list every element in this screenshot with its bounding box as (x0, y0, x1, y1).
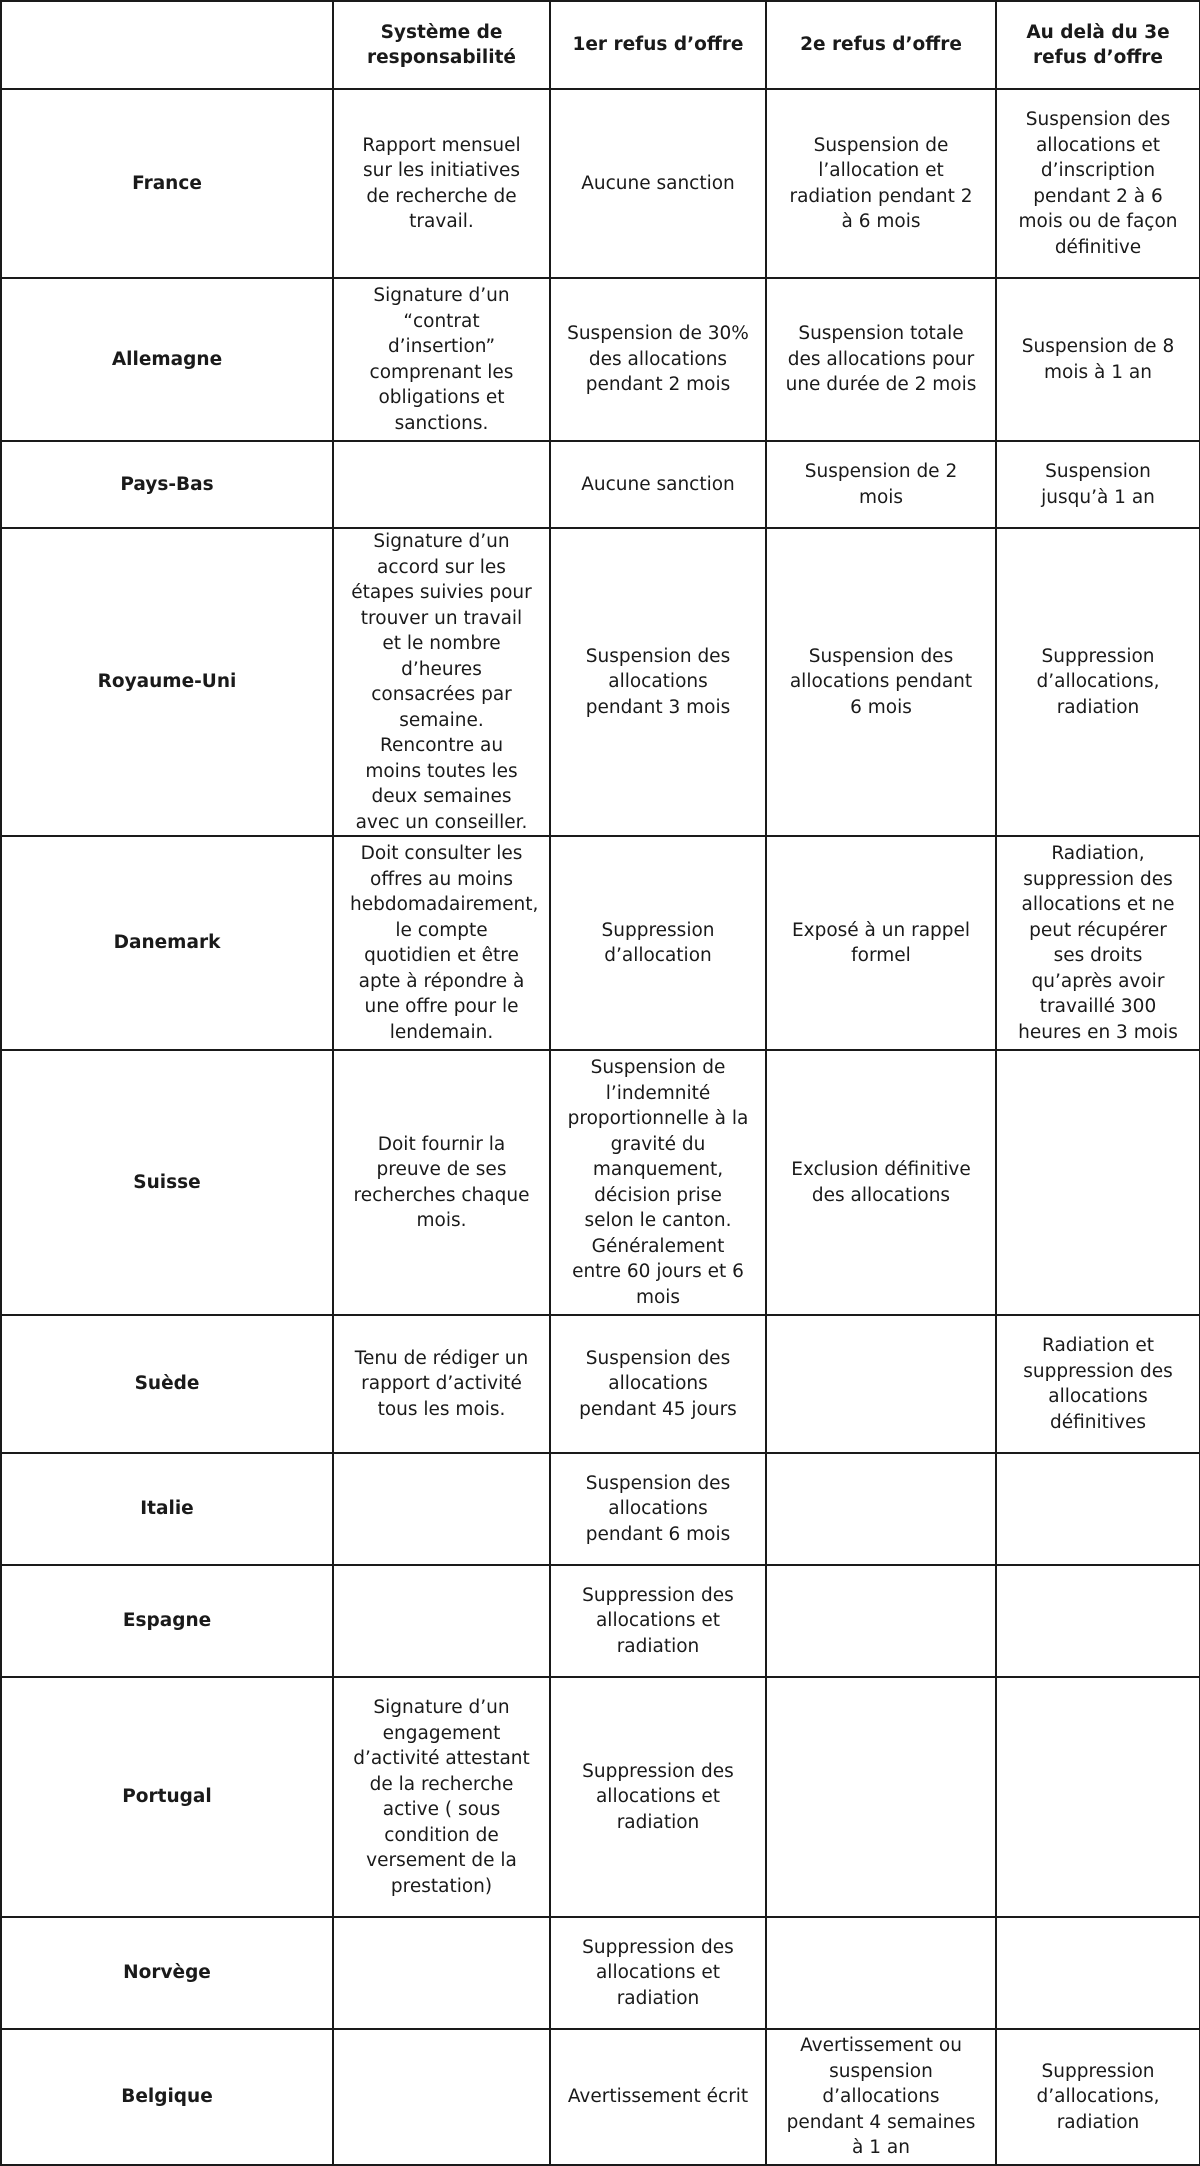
country-cell: Suède (1, 1315, 333, 1453)
country-cell: Norvège (1, 1917, 333, 2029)
refus3-cell (996, 1677, 1200, 1917)
refus2-cell (766, 1453, 996, 1565)
table-row (1, 278, 1200, 441)
table-row (1, 2029, 1200, 2165)
refus3-cell (996, 1917, 1200, 2029)
country-cell: Belgique (1, 2029, 333, 2165)
refus2-cell: Suspension de l’allocation et radiation pendant 2 à 6 mois (766, 89, 996, 278)
country-cell: Royaume-Uni (1, 528, 333, 836)
refus2-cell (766, 1677, 996, 1917)
responsabilite-cell: Signature d’un engagement d’activité attestant de la recherche active ( sous condition de versement de la prestation) (333, 1677, 550, 1917)
refus2-cell: Suspension de 2 mois (766, 441, 996, 528)
table-row (1, 836, 1200, 1050)
refus1-cell: Suspension des allocations pendant 6 mois (550, 1453, 766, 1565)
refus1-cell: Aucune sanction (550, 89, 766, 278)
refus2-cell: Suspension des allocations pendant 6 mois (766, 528, 996, 836)
refus1-cell: Suppression des allocations et radiation (550, 1917, 766, 2029)
table-row (1, 1917, 1200, 2029)
refus3-cell (996, 1453, 1200, 1565)
table-row (1, 1565, 1200, 1677)
table-row (1, 1050, 1200, 1315)
refus1-cell: Suspension de 30% des allocations pendant 2 mois (550, 278, 766, 441)
refus3-cell: Suppression d’allocations, radiation (996, 2029, 1200, 2165)
refus3-cell (996, 1565, 1200, 1677)
table-row (1, 1677, 1200, 1917)
refus3-cell (996, 1050, 1200, 1315)
refus3-cell: Suspension de 8 mois à 1 an (996, 278, 1200, 441)
refus1-cell: Suspension de l’indemnité proportionnelle à la gravité du manquement, décision prise selon le canton. Généralement entre 60 jours et 6 mois (550, 1050, 766, 1315)
refus2-cell (766, 1917, 996, 2029)
country-cell: Espagne (1, 1565, 333, 1677)
refus1-cell: Avertissement écrit (550, 2029, 766, 2165)
refus2-cell: Exposé à un rappel formel (766, 836, 996, 1050)
refus2-cell: Exclusion définitive des allocations (766, 1050, 996, 1315)
refus1-cell: Suppression d’allocation (550, 836, 766, 1050)
refus3-cell: Suppression d’allocations, radiation (996, 528, 1200, 836)
refus2-cell: Suspension totale des allocations pour une durée de 2 mois (766, 278, 996, 441)
refus3-cell: Suspension jusqu’à 1 an (996, 441, 1200, 528)
responsabilite-cell: Tenu de rédiger un rapport d’activité tous les mois. (333, 1315, 550, 1453)
table-row (1, 1453, 1200, 1565)
refus3-cell: Suspension des allocations et d’inscription pendant 2 à 6 mois ou de façon définitive (996, 89, 1200, 278)
responsabilite-cell (333, 1565, 550, 1677)
header-refus-3: Au delà du 3e refus d’offre (996, 1, 1200, 89)
country-cell: Danemark (1, 836, 333, 1050)
refus3-cell: Radiation, suppression des allocations et ne peut récupérer ses droits qu’après avoir travaillé 300 heures en 3 mois (996, 836, 1200, 1050)
table-row (1, 1315, 1200, 1453)
responsabilite-cell: Doit fournir la preuve de ses recherches chaque mois. (333, 1050, 550, 1315)
table-row (1, 441, 1200, 528)
country-cell: Suisse (1, 1050, 333, 1315)
responsabilite-cell: Signature d’un “contrat d’insertion” comprenant les obligations et sanctions. (333, 278, 550, 441)
refus1-cell: Suspension des allocations pendant 3 mois (550, 528, 766, 836)
country-cell: Pays-Bas (1, 441, 333, 528)
responsabilite-cell: Doit consulter les offres au moins hebdomadairement, le compte quotidien et être apte à répondre à une offre pour le lendemain. (333, 836, 550, 1050)
responsabilite-cell (333, 2029, 550, 2165)
refus2-cell (766, 1315, 996, 1453)
refus1-cell: Suspension des allocations pendant 45 jours (550, 1315, 766, 1453)
refus1-cell: Aucune sanction (550, 441, 766, 528)
country-cell: Portugal (1, 1677, 333, 1917)
responsabilite-cell (333, 441, 550, 528)
table-row (1, 528, 1200, 836)
header-refus-2: 2e refus d’offre (766, 1, 996, 89)
responsabilite-cell: Signature d’un accord sur les étapes suivies pour trouver un travail et le nombre d’heures consacrées par semaine. Rencontre au moins toutes les deux semaines avec un conseiller. (333, 528, 550, 836)
refus1-cell: Suppression des allocations et radiation (550, 1565, 766, 1677)
header-country (1, 1, 333, 89)
responsabilite-cell: Rapport mensuel sur les initiatives de recherche de travail. (333, 89, 550, 278)
refus3-cell: Radiation et suppression des allocations définitives (996, 1315, 1200, 1453)
refus2-cell (766, 1565, 996, 1677)
header-refus-1: 1er refus d’offre (550, 1, 766, 89)
responsabilite-cell (333, 1453, 550, 1565)
header-row (1, 1, 1200, 89)
header-responsabilite: Système de responsabilité (333, 1, 550, 89)
country-cell: France (1, 89, 333, 278)
table-row (1, 89, 1200, 278)
responsabilite-cell (333, 1917, 550, 2029)
refus2-cell: Avertissement ou suspension d’allocations pendant 4 semaines à 1 an (766, 2029, 996, 2165)
refus1-cell: Suppression des allocations et radiation (550, 1677, 766, 1917)
country-cell: Italie (1, 1453, 333, 1565)
country-cell: Allemagne (1, 278, 333, 441)
